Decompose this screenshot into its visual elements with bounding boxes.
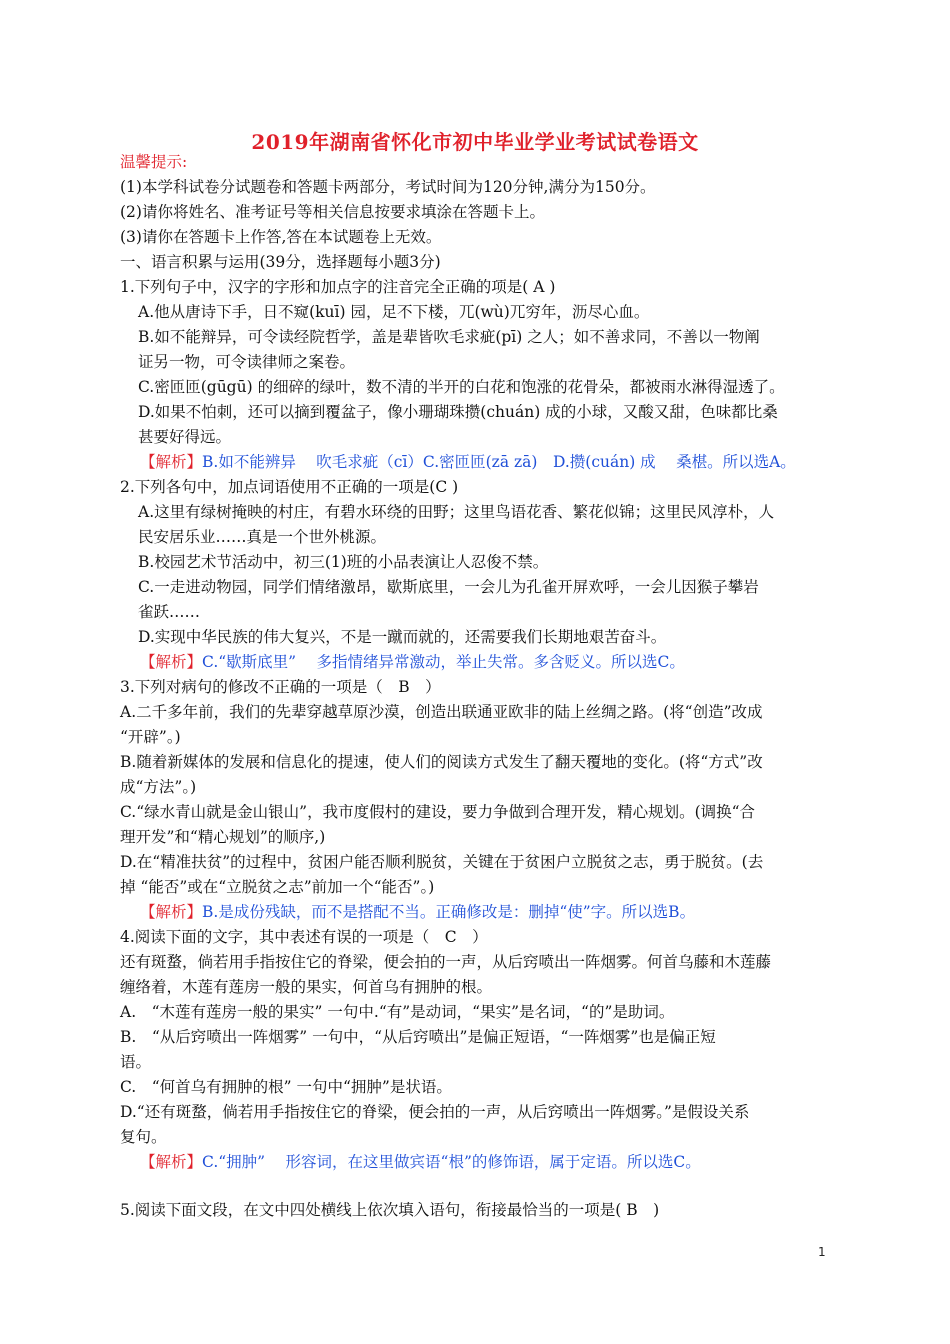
q4-passage-line1: 还有斑蝥，倘若用手指按住它的脊梁，便会拍的一声，从后窍喷出一阵烟雾。何首乌藤和木莲藤: [120, 953, 772, 971]
q5-stem: 5.阅读下面文段，在文中四处横线上依次填入语句，衔接最恰当的一项是( B ): [120, 1201, 660, 1219]
section-heading: 一、语言积累与运用(39分，选择题每小题3分): [120, 253, 441, 271]
q1-option-c: C.密匝匝(gūgū) 的细碎的绿叶，数不清的半开的白花和饱涨的花骨朵，都被雨水淋得湿透了。: [138, 378, 785, 396]
q3-option-c-line2: 理开发”和“精心规划”的顺序,): [120, 828, 326, 846]
page-title: 2019年湖南省怀化市初中毕业学业考试试卷语文: [251, 130, 699, 154]
q3-option-b-line2: 成“方法”。): [120, 778, 197, 796]
answer-tag: 【解析】: [140, 653, 203, 671]
q3-option-a-line1: A.二千多年前，我们的先辈穿越草原沙漠，创造出联通亚欧非的陆上丝绸之路。(将“创造”改成: [120, 703, 763, 721]
q2-option-b: B.校园艺术节活动中，初三(1)班的小品表演让人忍俊不禁。: [138, 553, 549, 571]
page-number: 1: [818, 1245, 826, 1259]
q1-option-d-line2: 甚要好得远。: [138, 428, 232, 446]
q3-option-b-line1: B.随着新媒体的发展和信息化的提速，使人们的阅读方式发生了翻天覆地的变化。(将“方式”改: [120, 753, 763, 771]
q4-answer: [140, 1152, 701, 1172]
q1-stem: 1.下列句子中，汉字的字形和加点字的注音完全正确的项是( A ): [120, 278, 556, 296]
answer-tag: 【解析】: [140, 453, 203, 471]
answer-text: C.“拥肿” 形容词，在这里做宾语“根”的修饰语，属于定语。所以选C。: [202, 1153, 701, 1171]
q1-answer: [140, 452, 796, 472]
notice-2: (2)请你将姓名、准考证号等相关信息按要求填涂在答题卡上。: [120, 203, 545, 221]
answer-tag: 【解析】: [140, 903, 203, 921]
answer-text: B.是成份残缺，而不是搭配不当。正确修改是：删掉“使”字。所以选B。: [202, 903, 696, 921]
q2-option-c-line2: 雀跃……: [138, 603, 201, 621]
q2-answer: [140, 652, 685, 672]
q4-stem: 4.阅读下面的文字，其中表述有误的一项是（ C ）: [120, 928, 488, 946]
notice-1: (1)本学科试卷分试题卷和答题卡两部分，考试时间为120分钟,满分为150分。: [120, 178, 656, 196]
q1-option-a: A.他从唐诗下手，日不窥(kuī) 园，足不下楼，兀(wù)兀穷年，沥尽心血。: [138, 303, 650, 321]
notice-3: (3)请你在答题卡上作答,答在本试题卷上无效。: [120, 228, 442, 246]
q3-option-c-line1: C.“绿水青山就是金山银山”，我市度假村的建设，要力争做到合理开发，精心规划。(调换“合: [120, 803, 756, 821]
q4-option-b-line1: B. “从后窍喷出一阵烟雾” 一句中，“从后窍喷出”是偏正短语，“一阵烟雾”也是偏正短: [120, 1028, 716, 1046]
q3-option-d-line2: 掉 “能否”或在“立脱贫之志”前加一个“能否”。): [120, 878, 435, 896]
q4-option-b-line2: 语。: [120, 1053, 152, 1071]
q2-option-d: D.实现中华民族的伟大复兴，不是一蹴而就的，还需要我们长期地艰苦奋斗。: [138, 628, 667, 646]
q4-passage-line2: 缠络着，木莲有莲房一般的果实，何首乌有拥肿的根。: [120, 978, 493, 996]
q2-option-a-line1: A.这里有绿树掩映的村庄，有碧水环绕的田野；这里鸟语花香、繁花似锦；这里民风淳朴，人: [138, 503, 775, 521]
answer-text: C.“歇斯底里” 多指情绪异常激动，举止失常。多含贬义。所以选C。: [202, 653, 685, 671]
q3-option-a-line2: “开辟”。): [120, 728, 181, 746]
q4-option-c: C. “何首乌有拥肿的根” 一句中“拥肿”是状语。: [120, 1078, 452, 1096]
answer-text: B.如不能辨异 吹毛求疵（cī）C.密匝匝(zā zā) D.攒(cuán) 成 桑椹。所以选A。: [202, 453, 796, 471]
q1-option-d-line1: D.如果不怕刺，还可以摘到覆盆子，像小珊瑚珠攒(chuán) 成的小球，又酸又甜，色味都比桑: [138, 403, 778, 421]
q4-option-d-line1: D.“还有斑蝥，倘若用手指按住它的脊梁，便会拍的一声，从后窍喷出一阵烟雾。”是假设关系: [120, 1103, 750, 1121]
q4-option-d-line2: 复句。: [120, 1128, 167, 1146]
q2-option-c-line1: C.一走进动物园，同学们情绪激昂，歇斯底里，一会儿为孔雀开屏欢呼，一会儿因猴子攀岩: [138, 578, 759, 596]
q2-option-a-line2: 民安居乐业……真是一个世外桃源。: [138, 528, 387, 546]
q4-option-a: A. “木莲有莲房一般的果实” 一句中.“有”是动词，“果实”是名词，“的”是助词。: [120, 1003, 675, 1021]
q3-option-d-line1: D.在“精准扶贫”的过程中，贫困户能否顺利脱贫，关键在于贫困户立脱贫之志，勇于脱贫。(去: [120, 853, 764, 871]
answer-tag: 【解析】: [140, 1153, 203, 1171]
q2-stem: 2.下列各句中，加点词语使用不正确的一项是(C ): [120, 478, 459, 496]
q3-stem: 3.下列对病句的修改不正确的一项是（ B ）: [120, 678, 441, 696]
q3-answer: [140, 902, 695, 922]
notice-heading: 温馨提示:: [120, 153, 188, 171]
q1-option-b-line2: 证另一物，可令读律师之案卷。: [138, 353, 356, 371]
q1-option-b-line1: B.如不能辩异，可令读经院哲学，盖是辈皆吹毛求疵(pī) 之人；如不善求同，不善以一物阐: [138, 328, 760, 346]
